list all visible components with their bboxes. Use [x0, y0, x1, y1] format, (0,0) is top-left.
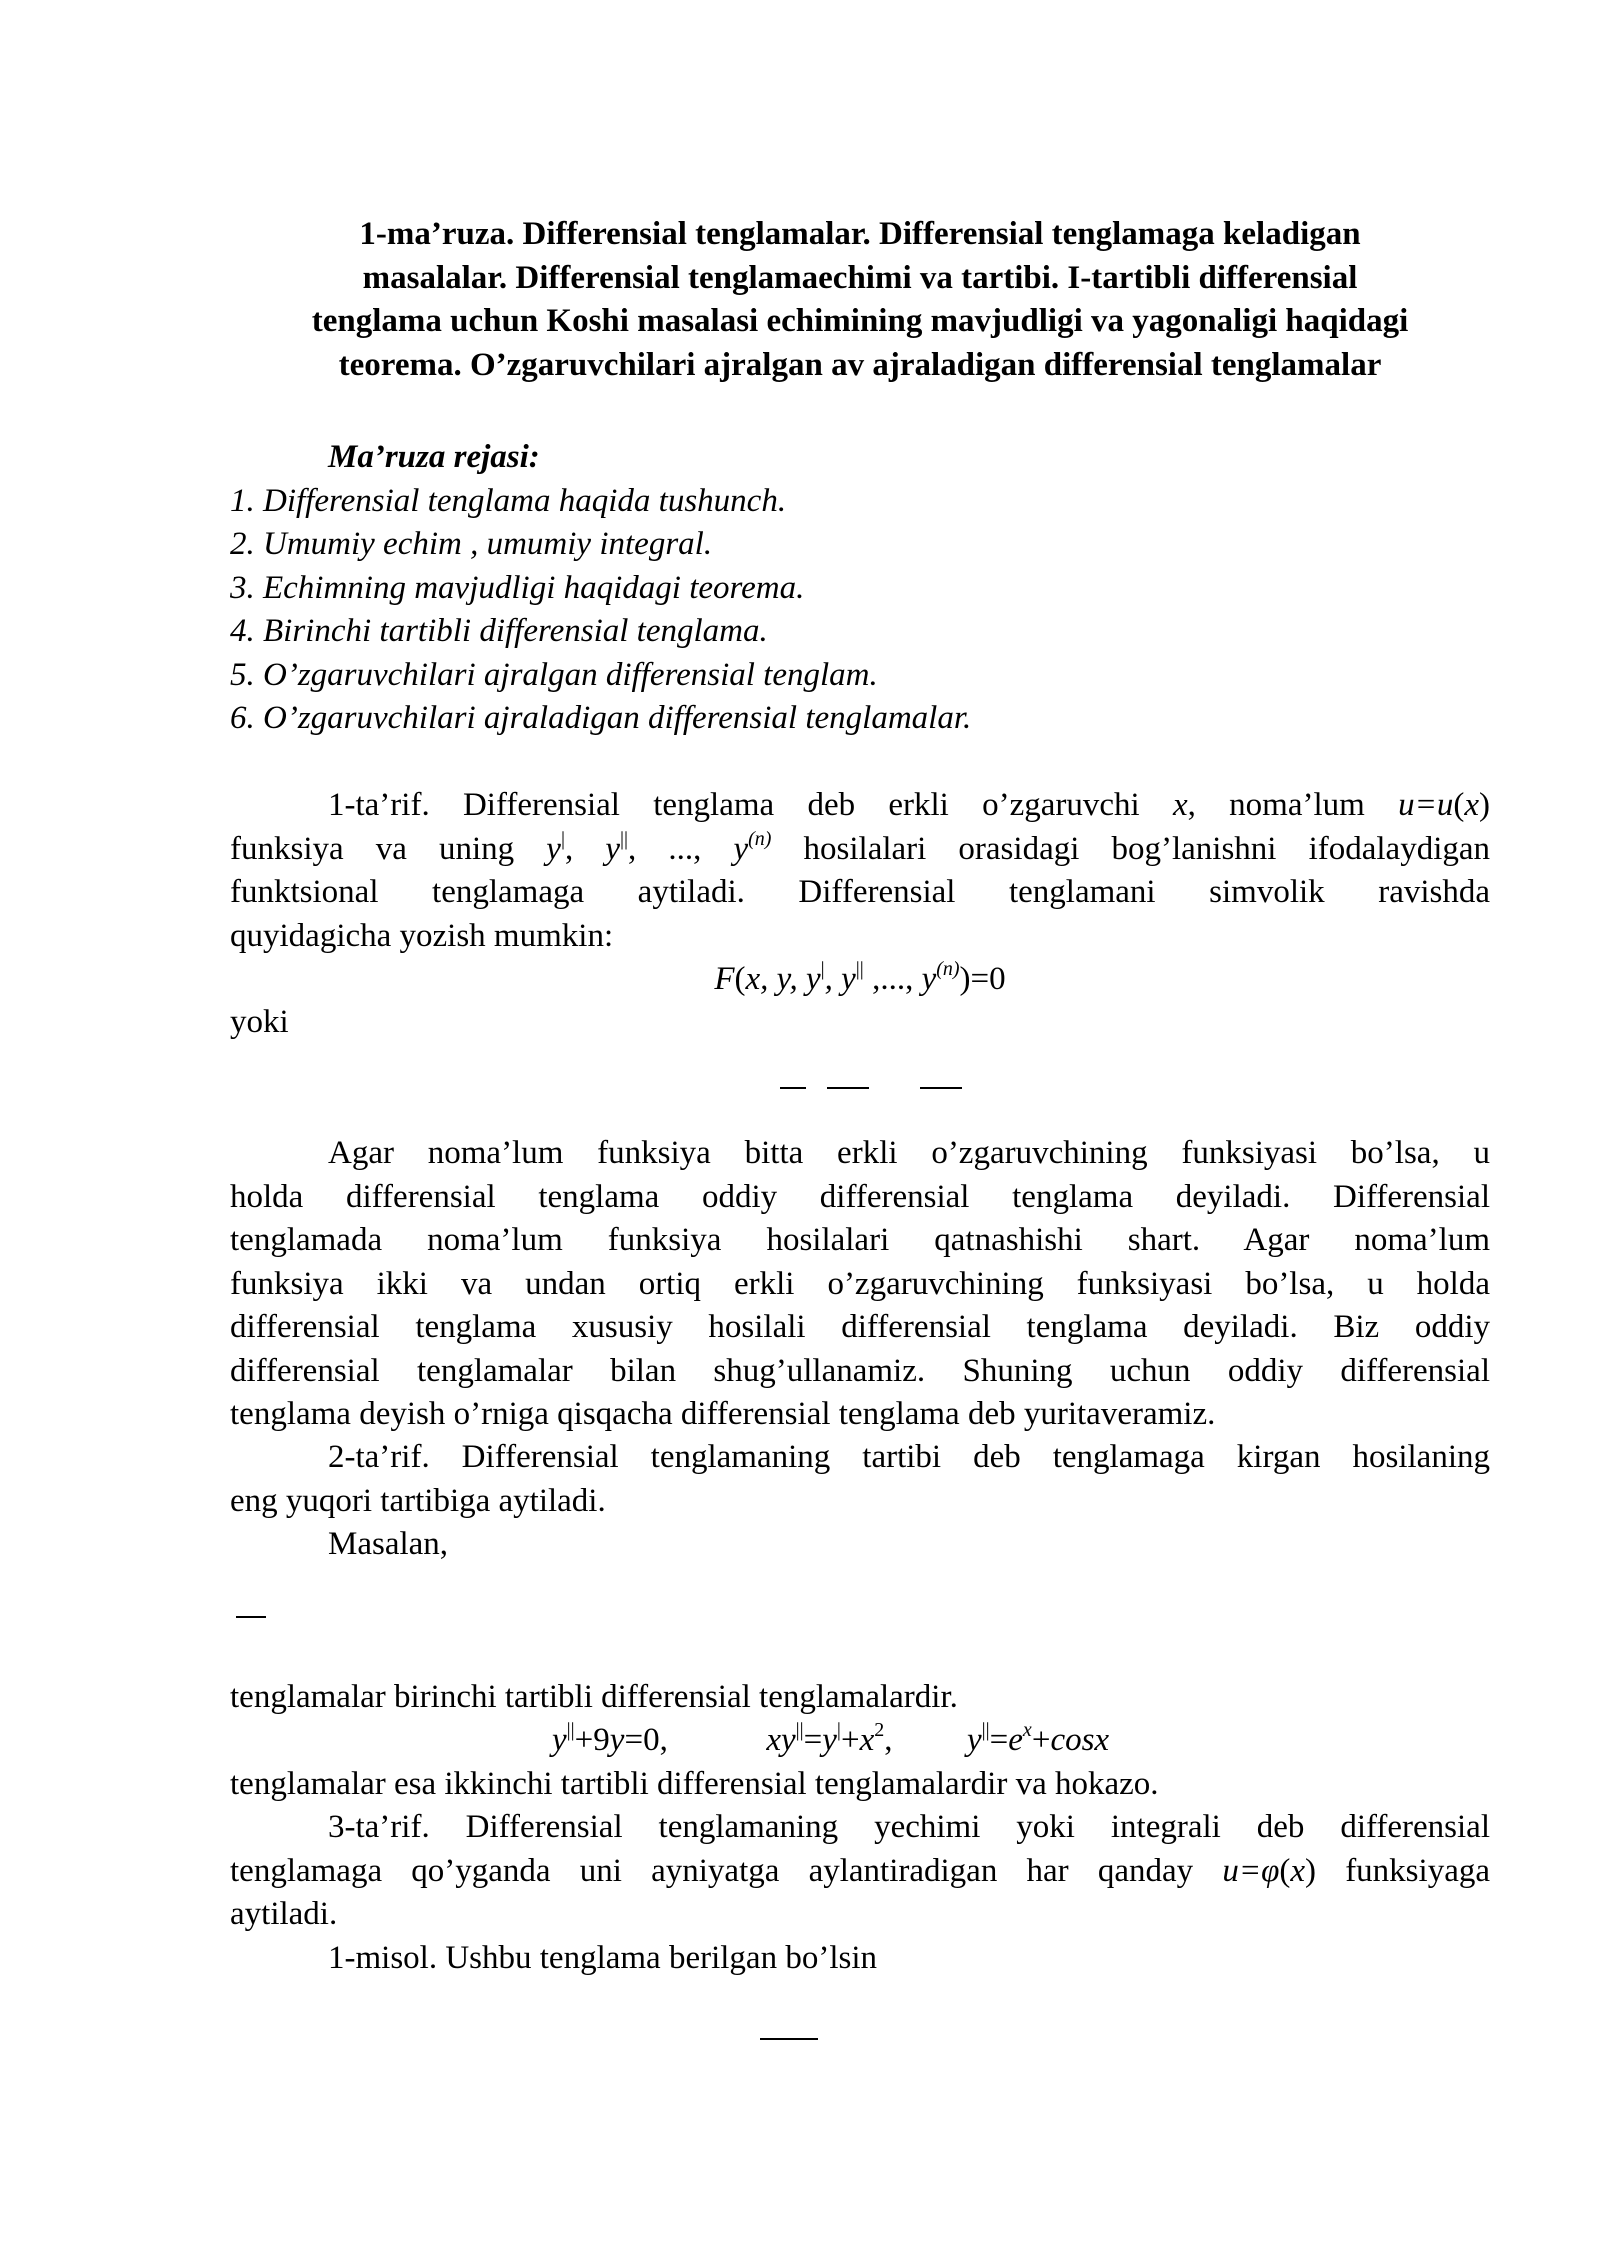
formula-placeholder-dash [760, 2038, 818, 2040]
lecture-title [230, 213, 1490, 387]
def1-line: funktsional tenglamaga aytiladi. Differensial tenglamani simvolik ravishda [230, 874, 1490, 910]
title-line: masalalar. Differensial tenglamaechimi va tartibi. I-tartibli differensial [362, 259, 1358, 296]
formula-placeholder-dash [236, 1616, 266, 1618]
def3-line: tenglamaga qo’yganda uni ayniyatga aylantiradigan har qanday u=φ(x) funksiyaga [230, 1852, 1490, 1889]
def1-line: quyidagicha yozish mumkin: [230, 917, 614, 954]
def1-line: funksiya va uning y|, y||, ..., $y^{(n)}$ hosilalari orasidagi bog’lanishni ifodalaydigan [230, 827, 1490, 867]
paragraph-line: funksiya ikki va undan ortiq erkli o’zgaruvchining funksiyasi bo’lsa, u holda [230, 1265, 1490, 1302]
paragraph-line: tenglama deyish o’rniga qisqacha differensial tenglama deb yuritaveramiz. [230, 1396, 1216, 1432]
first-order-text: tenglamalar birinchi tartibli differensial tenglamalardir. [230, 1679, 958, 1715]
definition-3 [230, 1806, 1490, 1937]
def1-line: 1-ta’rif. Differensial tenglama deb erkli o’zgaruvchi x, noma’lum u=u(x) [328, 787, 1490, 823]
def3-line: 3-ta’rif. Differensial tenglamaning yechimi yoki integrali deb differensial [328, 1809, 1490, 1845]
paragraph-line: Agar noma’lum funksiya bitta erkli o’zgaruvchining funksiyasi bo’lsa, u [328, 1135, 1490, 1171]
plan-item: 5. O’zgaruvchilari ajralgan differensial tenglam. [230, 657, 878, 693]
second-order-text: tenglamalar esa ikkinchi tartibli differensial tenglamalardir va hokazo. [230, 1766, 1159, 1802]
plan-item: 6. O’zgaruvchilari ajraladigan differensial tenglamalar. [230, 700, 972, 736]
plan-heading: Ma’ruza rejasi: [328, 439, 540, 475]
example-1-text: 1-misol. Ushbu tenglama berilgan bo’lsin [328, 1940, 877, 1976]
title-line: 1-ma’ruza. Differensial tenglamalar. Differensial tenglamaga keladigan [359, 216, 1361, 252]
masalan-text: Masalan, [328, 1526, 449, 1562]
definition-1 [230, 784, 1490, 958]
definition-2 [230, 1436, 1490, 1523]
plan-item: 1. Differensial tenglama haqida tushunch. [230, 483, 787, 519]
second-order-examples [552, 1719, 1109, 1763]
plan-item: 2. Umumiy echim , umumiy integral. [230, 526, 713, 562]
formula-placeholder-dash [780, 1087, 806, 1089]
def3-line: aytiladi. [230, 1896, 338, 1932]
general-equation: F(x, y, y|, y|| ,..., $y^{(n)})=0$ [714, 958, 1006, 997]
plan-item: 4. Birinchi tartibli differensial tenglama. [230, 613, 768, 649]
title-line: teorema. O’zgaruvchilari ajralgan av ajraladigan differensial tenglamalar [338, 346, 1382, 383]
formula-placeholder-dash [920, 1087, 962, 1089]
example-equation: y||+9y=0, [552, 1719, 668, 1758]
yoki-text: yoki [230, 1004, 289, 1040]
def2-line: 2-ta’rif. Differensial tenglamaning tartibi deb tenglamaga kirgan hosilaning [328, 1439, 1490, 1475]
title-line: tenglama uchun Koshi masalasi echimining mavjudligi va yagonaligi haqidagi [311, 303, 1409, 339]
formula-placeholder-dash [827, 1087, 869, 1089]
plan-item: 3. Echimning mavjudligi haqidagi teorema. [230, 570, 805, 606]
example-equation: $y^{||}=e^x+\cos x$ [966, 1719, 1110, 1758]
paragraph-ordinary-de [230, 1132, 1490, 1437]
example-equation: $xy^{||}=y^|+x^2$, [766, 1719, 893, 1758]
paragraph-line: tenglamada noma’lum funksiya hosilalari qatnashishi shart. Agar noma’lum [230, 1222, 1490, 1258]
def2-line: eng yuqori tartibiga aytiladi. [230, 1482, 606, 1519]
paragraph-line: differensial tenglamalar bilan shug’ullanamiz. Shuning uchun oddiy differensial [230, 1352, 1490, 1389]
paragraph-line: differensial tenglama xususiy hosilali differensial tenglama deyiladi. Biz oddiy [230, 1309, 1490, 1345]
paragraph-line: holda differensial tenglama oddiy differensial tenglama deyiladi. Differensial [230, 1178, 1490, 1215]
